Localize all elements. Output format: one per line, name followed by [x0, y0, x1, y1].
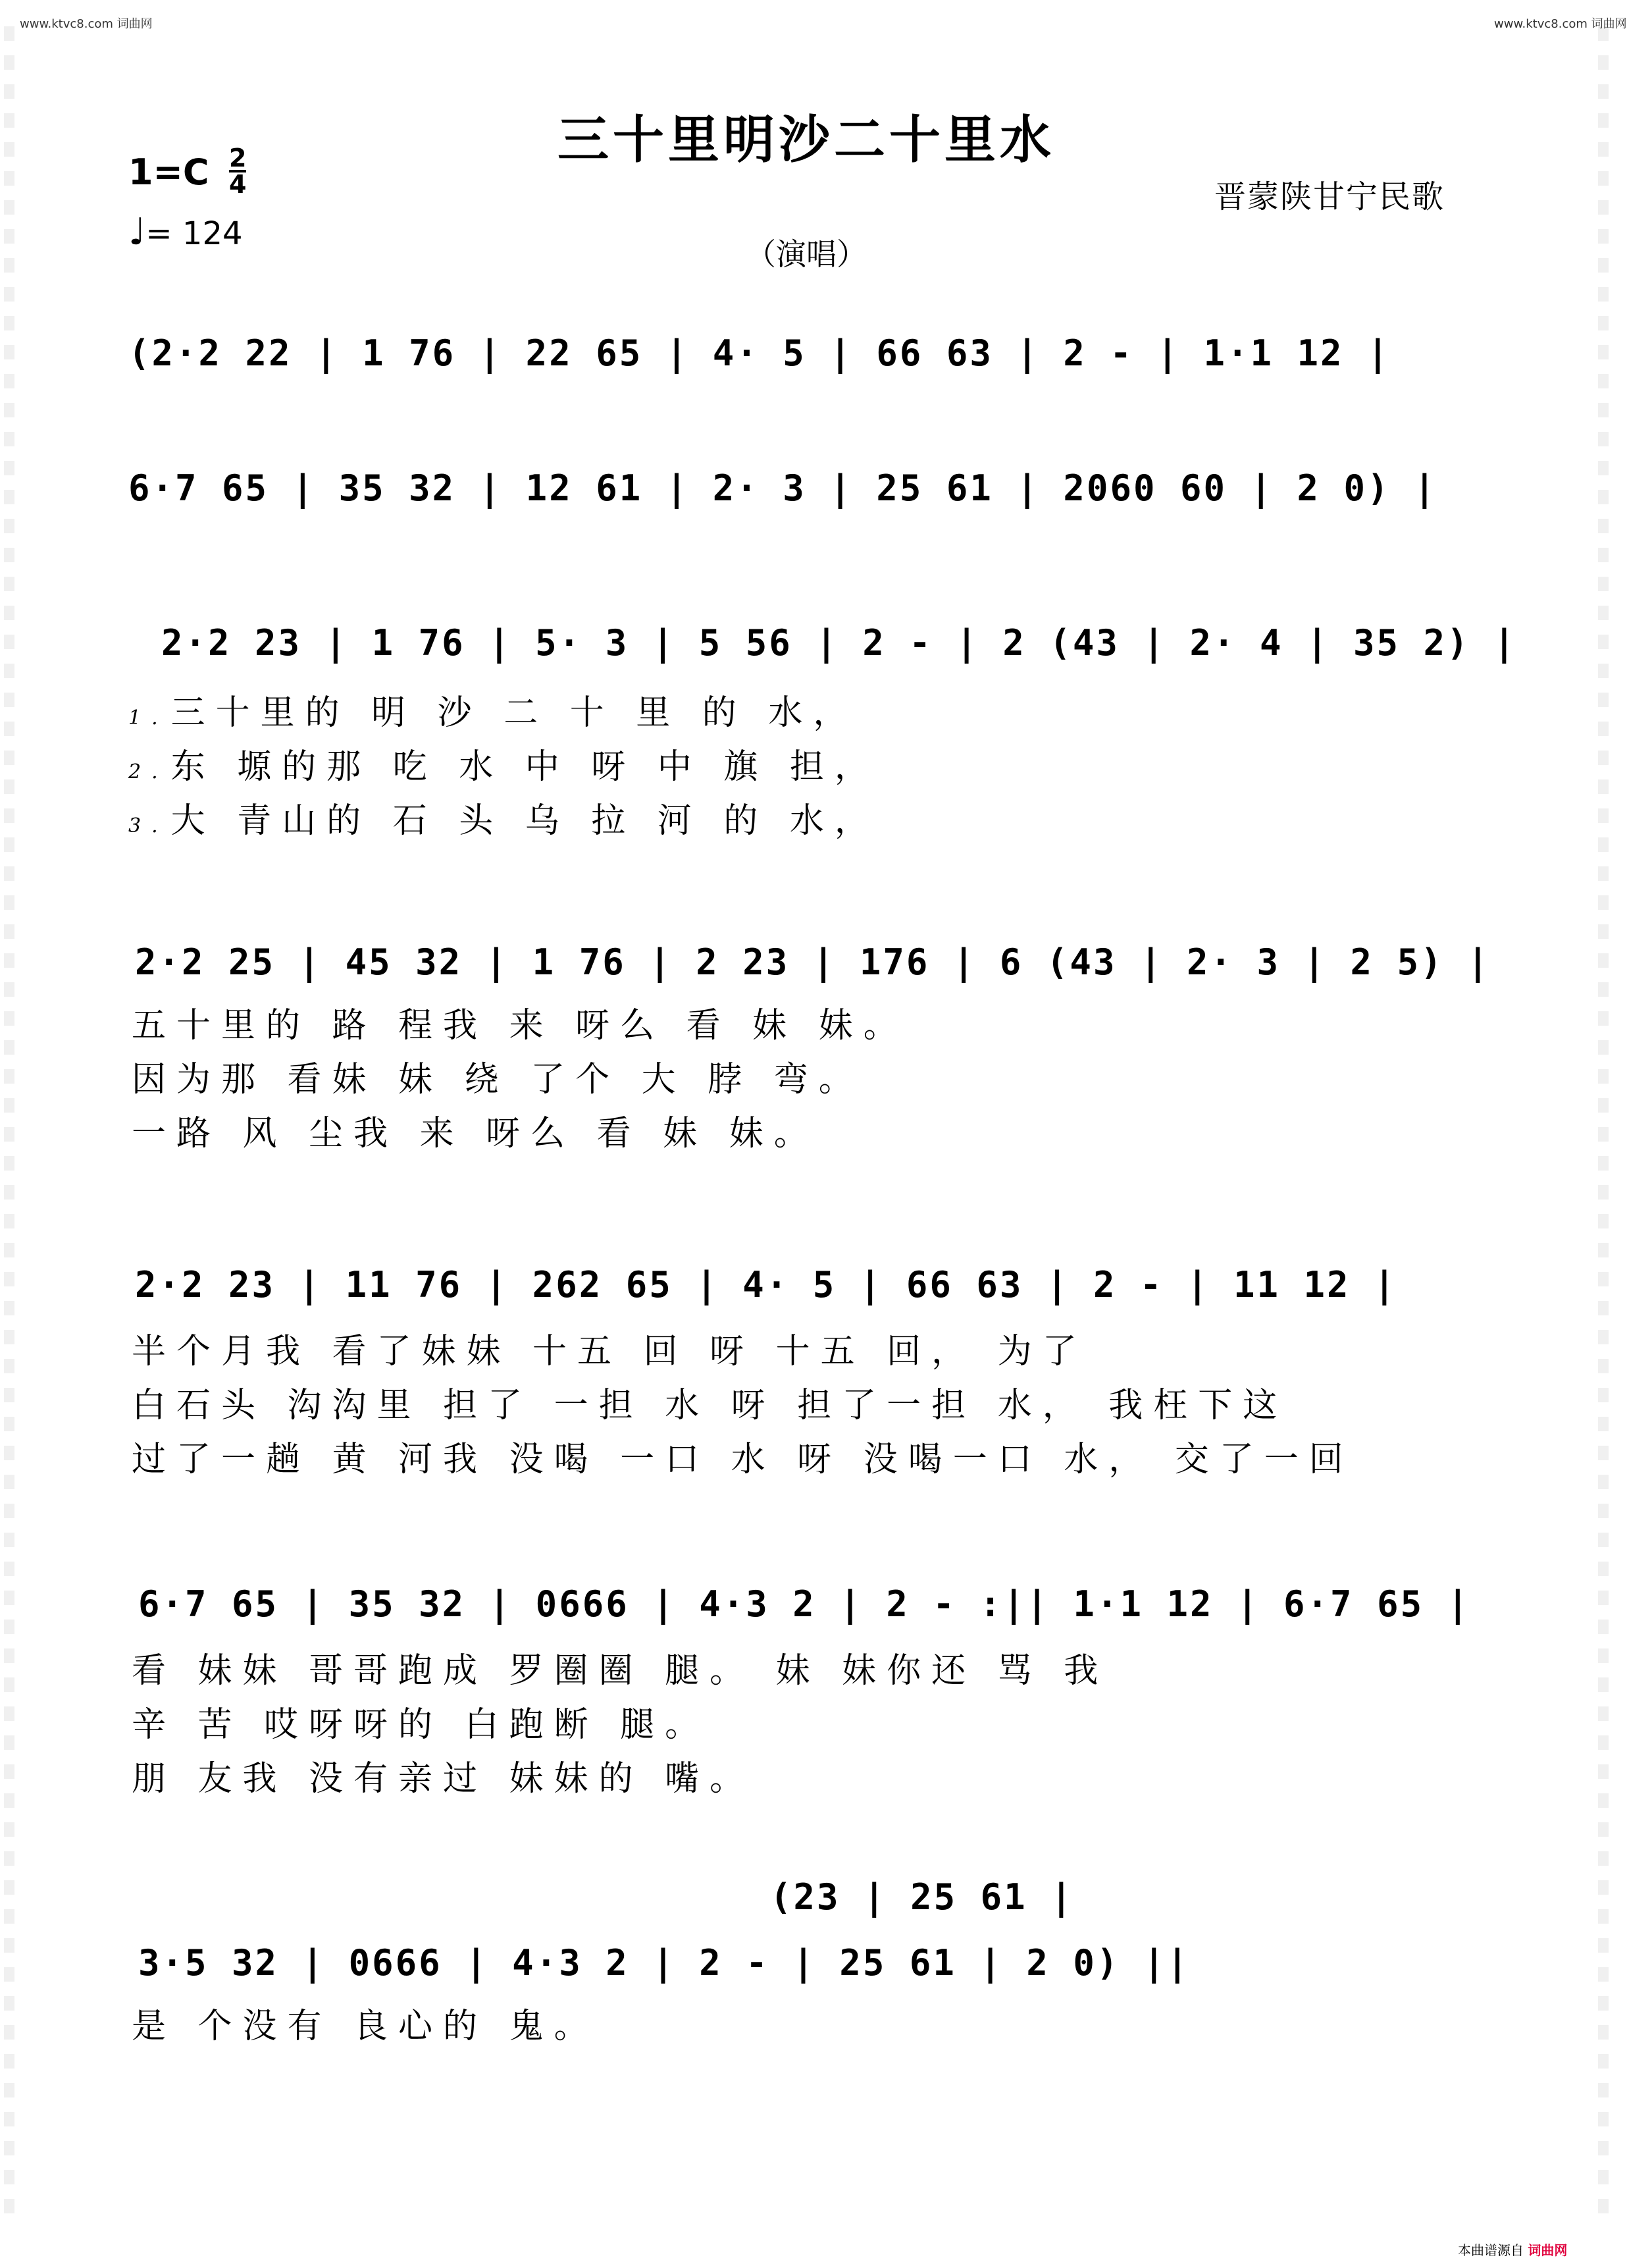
staff-line: (2·2 22 | 1 76 | 22 65 | 4· 5 | 66 63 | 2 - | 1·1 12 |: [128, 332, 1391, 374]
staff-line: 6·7 65 | 35 32 | 0666 | 4·3 2 | 2 - :|| 1·1 12 | 6·7 65 |: [138, 1583, 1471, 1625]
staff-line: 2·2 25 | 45 32 | 1 76 | 2 23 | 176 | 6 (43 | 2· 3 | 2 5) |: [135, 941, 1491, 983]
header-left-url[interactable]: www.ktvc8.com: [20, 17, 113, 31]
lyric-text: 三十里的 明 沙 二 十 里 的 水，: [170, 693, 858, 733]
lyric-line: [128, 685, 858, 734]
lyric-line: 是 个没有 良心的 鬼。: [132, 2007, 599, 2046]
footer: [1458, 2240, 1567, 2259]
time-signature-bottom: 4: [229, 170, 247, 199]
lyric-line: 过了一趟 黄 河我 没喝 一口 水 呀 没喝一口 水， 交了一回: [132, 1440, 1354, 1479]
header-right: [1494, 14, 1627, 32]
header-right-site: 词曲网: [1591, 17, 1627, 31]
header-left: [20, 14, 153, 32]
right-watermark-strip: [1598, 26, 1609, 2225]
ossia-staff: (23 | 25 61 |: [770, 1876, 1074, 1918]
lyric-line: 白石头 沟沟里 担了 一担 水 呀 担了一担 水， 我枉下这: [132, 1386, 1288, 1425]
lyric-line: 朋 友我 没有亲过 妹妹的 嘴。: [132, 1759, 755, 1799]
staff-line: 2·2 23 | 1 76 | 5· 3 | 5 56 | 2 - | 2 (43 | 2· 4 | 35 2) |: [161, 622, 1517, 664]
verse-number: 2.: [128, 760, 168, 783]
header-right-url[interactable]: www.ktvc8.com: [1494, 17, 1588, 31]
verse-number: 3.: [128, 814, 168, 837]
lyric-line: 五十里的 路 程我 来 呀么 看 妹 妹。: [132, 1006, 908, 1045]
footer-site-logo[interactable]: 词曲网: [1528, 2242, 1568, 2258]
verse-number: 1.: [128, 706, 168, 729]
lyric-line: 因为那 看妹 妹 绕 了个 大 脖 弯。: [132, 1060, 864, 1099]
time-signature-top: 2: [229, 144, 247, 172]
composer: 晋蒙陕甘宁民歌: [1214, 178, 1445, 215]
song-title: 三十里明沙二十里水: [557, 110, 1055, 170]
staff-line: 6·7 65 | 35 32 | 12 61 | 2· 3 | 25 61 | 2060 60 | 2 0) |: [128, 467, 1437, 509]
lyric-text: 大 青山的 石 头 乌 拉 河 的 水，: [170, 801, 879, 841]
tempo-value: = 124: [145, 215, 243, 252]
left-watermark-strip: [4, 26, 14, 2225]
quarter-note-icon: ♩: [128, 211, 146, 253]
footer-label: 本曲谱源自: [1458, 2242, 1524, 2258]
staff-line: 3·5 32 | 0666 | 4·3 2 | 2 - | 25 61 | 2 0) ||: [138, 1942, 1190, 1984]
lyric-line: 半个月我 看了妹妹 十五 回 呀 十五 回， 为了: [132, 1332, 1087, 1371]
time-signature: [229, 144, 247, 199]
lyric-line: 一路 风 尘我 来 呀么 看 妹 妹。: [132, 1114, 819, 1153]
lyric-line: 看 妹妹 哥哥跑成 罗圈圈 腿。 妹 妹你还 骂 我: [132, 1651, 1109, 1691]
performer: （演唱）: [746, 236, 867, 272]
staff-line: 2·2 23 | 11 76 | 262 65 | 4· 5 | 66 63 | 2 - | 11 12 |: [135, 1264, 1397, 1305]
lyric-line: [128, 793, 879, 842]
lyric-text: 东 塬的那 吃 水 中 呀 中 旗 担，: [170, 747, 879, 787]
header-left-site: 词曲网: [116, 17, 153, 31]
lyric-line: 辛 苦 哎呀呀的 白跑断 腿。: [132, 1705, 710, 1745]
lyric-line: [128, 739, 879, 788]
key-signature: 1=C: [128, 151, 209, 193]
